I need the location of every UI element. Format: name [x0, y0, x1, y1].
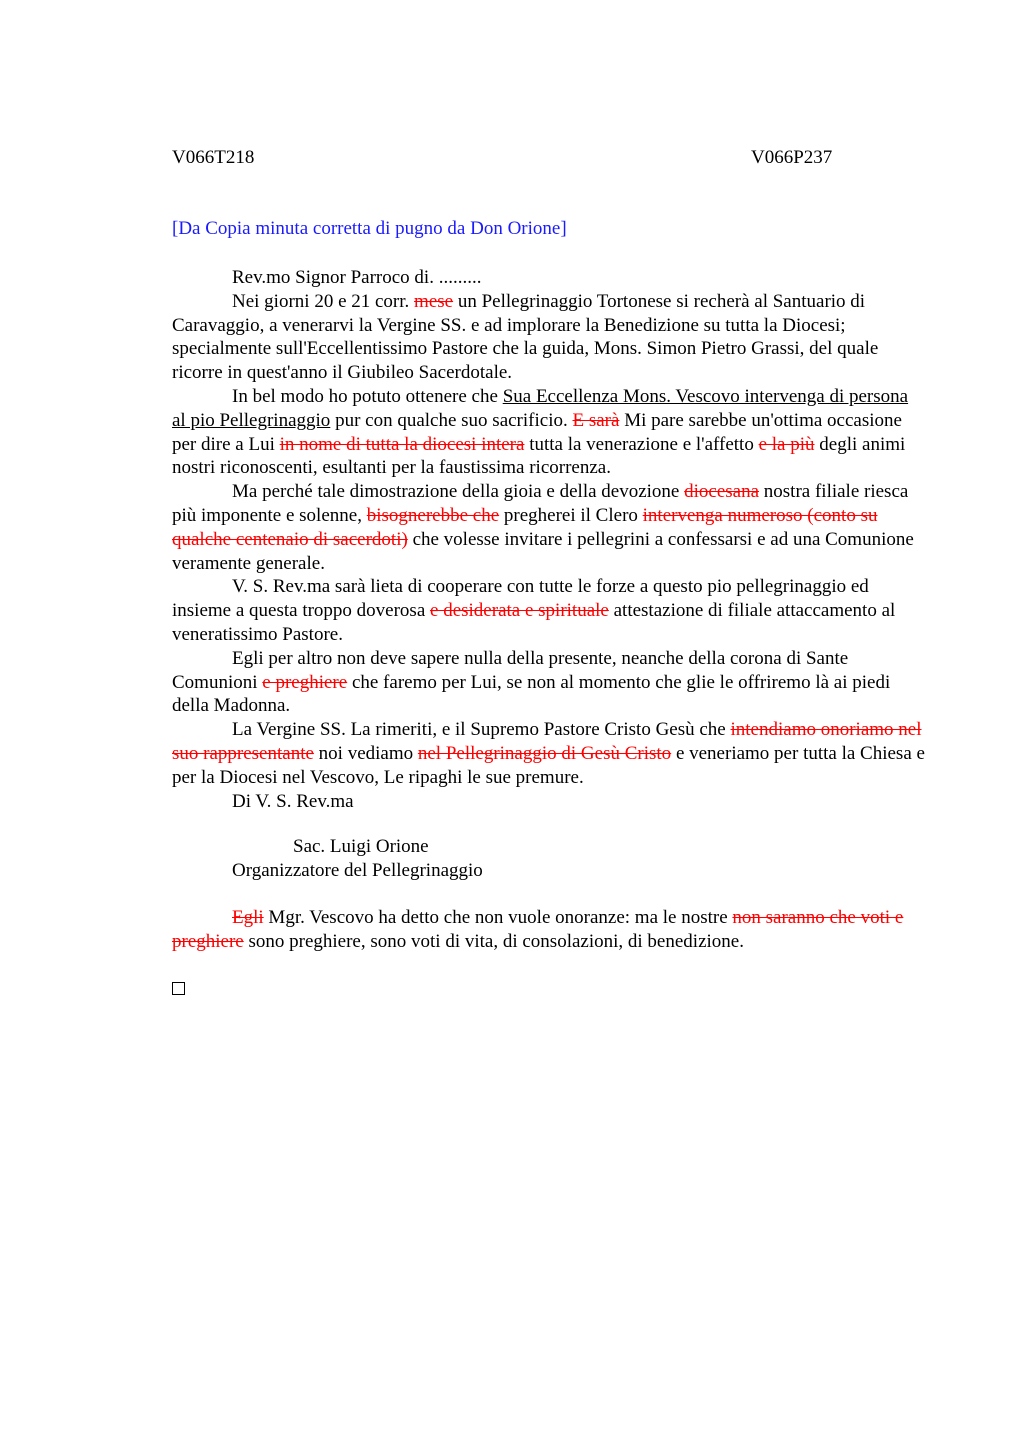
deleted-text: in nome di tutta la diocesi intera	[279, 433, 525, 455]
text-span: Egli per altro non deve sapere nulla della presente, neanche della corona di Sante Comunioni	[172, 647, 849, 693]
paragraph-2	[172, 385, 926, 480]
deleted-text: e preghiere	[262, 671, 348, 693]
deleted-text: non saranno che voti e preghiere	[172, 907, 904, 952]
text-span: pregherei il Clero	[499, 504, 643, 526]
text-span: Mi pare sarebbe un'ottima occasione per dire a Lui	[172, 409, 902, 455]
deleted-text: intendiamo onoriamo nel suo rappresentante	[172, 719, 922, 764]
deleted-text: e desiderata e spirituale	[430, 600, 609, 622]
paragraph-1	[172, 290, 926, 385]
text-span: Ma perché tale dimostrazione della gioia e della devozione	[232, 481, 685, 503]
text-span: V. S. Rev.ma sarà lieta di cooperare con tutte le forze a questo pio pellegrinaggio ed insieme a questa troppo doverosa	[172, 576, 869, 622]
letter-body	[172, 266, 926, 813]
text-span: un Pellegrinaggio Tortonese si recherà al Santuario di Caravaggio, a venerarvi la Vergine SS. e ad implorare la Benedizione su tutta la Diocesi; specialmente sull'Eccellentissimo Pastore che la guida, Mons. Simon Pietro Grassi, del quale ricorre in quest'anno il Giubileo Sacerdotale.	[172, 290, 879, 384]
deleted-text: Egli	[232, 907, 264, 928]
text-span: degli animi nostri riconoscenti, esultanti per la faustissima ricorrenza.	[172, 433, 906, 479]
text-span: che faremo per Lui, se non al momento che glie le offriremo là ai piedi della Madonna.	[172, 671, 891, 717]
reference-code-left: V066T218	[172, 147, 255, 168]
deleted-text: e la più	[758, 433, 815, 455]
text-span: attestazione di filiale attaccamento al veneratissimo Pastore.	[172, 600, 896, 645]
text-span: tutta la venerazione e l'affetto	[524, 433, 759, 455]
signature-name: Sac. Luigi Orione	[293, 836, 429, 857]
signature-role: Organizzatore del Pellegrinaggio	[232, 859, 483, 881]
postscript-paragraph	[172, 906, 926, 954]
text-span: In bel modo ho potuto ottenere che	[232, 385, 503, 407]
deleted-text: E sarà	[572, 409, 620, 431]
text-span: e veneriamo per tutta la Chiesa e per la Diocesi nel Vescovo, Le ripaghi le sue premure.	[172, 742, 925, 788]
paragraph-5	[172, 647, 926, 718]
deleted-text: mese	[414, 290, 454, 312]
paragraph-6	[172, 718, 926, 789]
deleted-text: bisognerebbe che	[366, 504, 500, 526]
text-span: Nei giorni 20 e 21 corr.	[232, 290, 415, 312]
text-span: sono preghiere, sono voti di vita, di consolazioni, di benedizione.	[243, 930, 744, 952]
editorial-source-note: [Da Copia minuta corretta di pugno da Don Orione]	[172, 218, 567, 239]
text-span: noi vediamo	[313, 742, 418, 764]
reference-code-right: V066P237	[751, 147, 833, 168]
end-of-document-box-icon	[172, 982, 185, 995]
salutation: Rev.mo Signor Parroco di. .........	[232, 267, 482, 288]
text-span: pur con qualche suo sacrificio.	[330, 409, 573, 431]
text-span: nostra filiale riesca più imponente e solenne,	[172, 481, 909, 526]
deleted-text: nel Pellegrinaggio di Gesù Cristo	[417, 742, 672, 764]
deleted-text: diocesana	[684, 481, 760, 503]
underlined-text: Sua Eccellenza Mons. Vescovo intervenga di persona al pio Pellegrinaggio	[172, 385, 909, 431]
text-span: che volesse invitare i pellegrini a confessarsi e ad una Comunione veramente generale.	[172, 528, 914, 574]
deleted-text: intervenga numeroso (conto su qualche centenaio di sacerdoti)	[172, 504, 878, 550]
text-span: Mgr. Vescovo ha detto che non vuole onoranze: ma le nostre	[263, 907, 733, 928]
closing-formula: Di V. S. Rev.ma	[232, 790, 354, 812]
paragraph-4	[172, 575, 926, 646]
text-span: La Vergine SS. La rimeriti, e il Supremo Pastore Cristo Gesù che	[232, 719, 731, 741]
postscript	[172, 906, 926, 954]
paragraph-3	[172, 480, 926, 575]
signature-block	[232, 835, 483, 883]
